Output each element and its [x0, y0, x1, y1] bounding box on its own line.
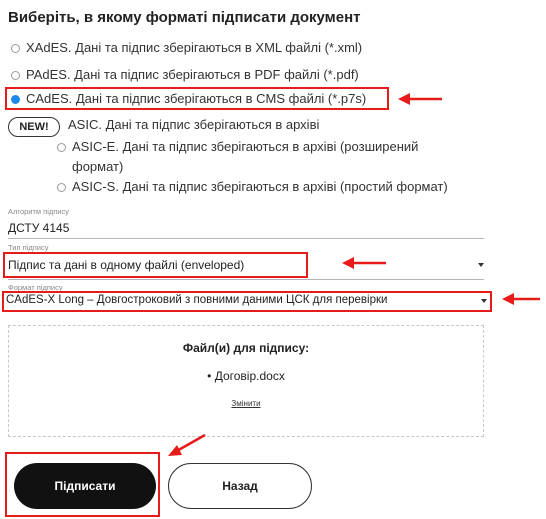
radio-asic-s[interactable] — [57, 183, 66, 192]
radio-asic-e[interactable] — [57, 143, 66, 152]
option-asic-s-label[interactable]: ASIC-S. Дані та підпис зберігаються в архіві (простий формат) — [72, 179, 448, 194]
signature-type-select[interactable]: Підпис та дані в одному файлі (enveloped) — [8, 258, 245, 272]
sign-button[interactable]: Підписати — [14, 463, 156, 509]
bullet-icon: • — [207, 369, 215, 383]
radio-pades[interactable] — [11, 71, 20, 80]
option-pades-label[interactable]: PAdES. Дані та підпис зберігаються в PDF файлі (*.pdf) — [26, 67, 359, 82]
file-name: Договір.docx — [214, 369, 285, 383]
arrow-icon-sign-button — [168, 435, 205, 456]
change-files-link[interactable]: Змінити — [231, 399, 261, 408]
signature-format-select[interactable]: CAdES-X Long – Довгостроковий з повними даними ЦСК для перевірки — [6, 294, 388, 306]
signature-format-dropdown-icon[interactable] — [481, 299, 487, 303]
radio-xades[interactable] — [11, 44, 20, 53]
option-asic-e-label-cont[interactable]: формат) — [72, 159, 124, 174]
page-title: Виберіть, в якому форматі підписати документ — [8, 9, 361, 26]
algorithm-underline — [8, 238, 484, 239]
option-asic-e-label[interactable]: ASIC-E. Дані та підпис зберігаються в архіві (розширений — [72, 139, 419, 154]
arrow-icon-signature-type — [342, 257, 386, 269]
file-list-item — [8, 369, 484, 383]
signature-type-dropdown-icon[interactable] — [478, 263, 484, 267]
signature-format-label: Формат підпису — [8, 283, 63, 292]
arrow-icon-signature-format — [502, 293, 540, 305]
arrow-icon-cades — [398, 93, 442, 105]
files-heading: Файл(и) для підпису: — [182, 341, 310, 355]
new-badge: NEW! — [8, 117, 60, 137]
back-button[interactable]: Назад — [168, 463, 312, 509]
option-asic-label: ASIC. Дані та підпис зберігаються в архіві — [68, 117, 320, 132]
radio-cades[interactable] — [11, 95, 20, 104]
algorithm-label: Алгоритм підпису — [8, 207, 70, 216]
signature-type-label: Тип підпису — [8, 243, 49, 252]
algorithm-select[interactable]: ДСТУ 4145 — [8, 221, 70, 235]
option-xades-label[interactable]: XAdES. Дані та підпис зберігаються в XML файлі (*.xml) — [26, 40, 363, 55]
option-cades-label[interactable]: CAdES. Дані та підпис зберігаються в CMS файлі (*.p7s) — [26, 91, 367, 106]
signature-type-underline — [8, 279, 484, 280]
